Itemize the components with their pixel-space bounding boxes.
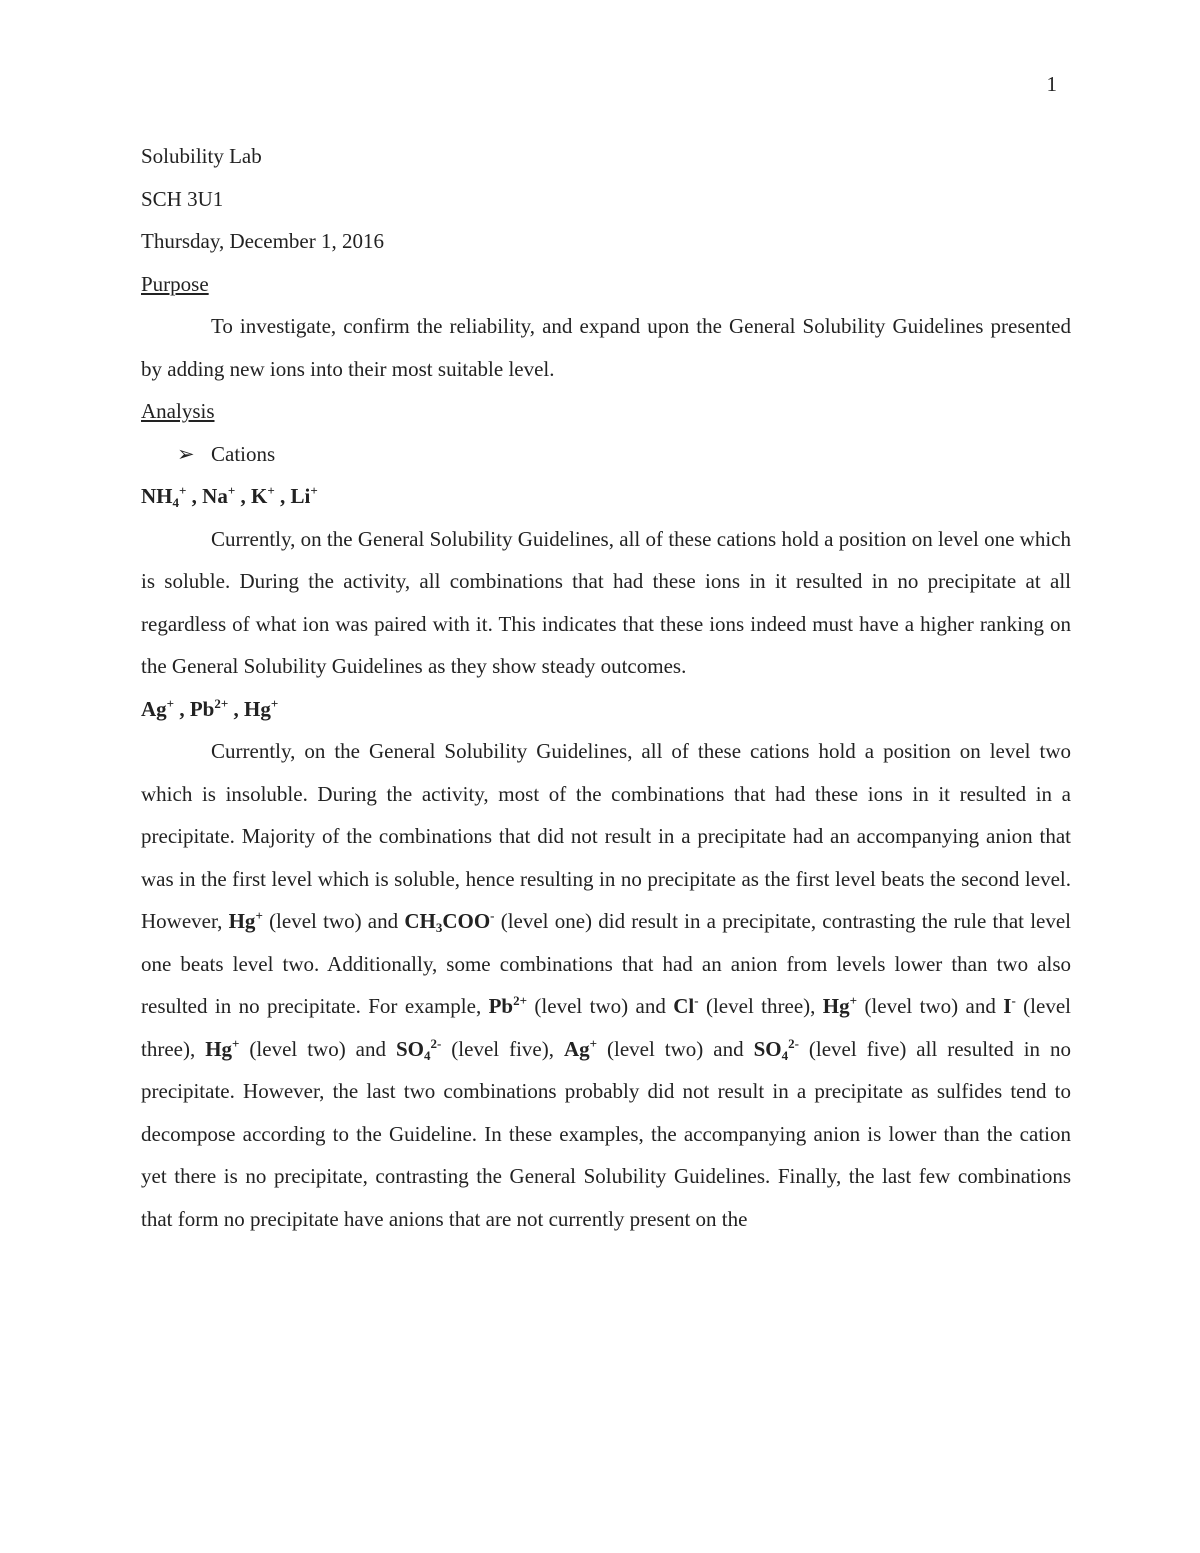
formula-sulfate: $SO_4^{2-}$ <box>395 1035 442 1063</box>
purpose-paragraph: To investigate, confirm the reliability, and expand upon the General Solubility Guidelines presented by adding new ions into their most suitable level. <box>141 314 1071 381</box>
ion-k: K+ <box>251 483 275 508</box>
formula-hg: Hg+ <box>822 993 858 1018</box>
formula-acetate: $CH_3COO^-$ <box>404 908 495 935</box>
ion-group-heading-1: $NH_4^+$ , Na+ , K+ , Li+ <box>141 483 318 510</box>
ion-ag: Ag+ <box>141 695 175 721</box>
bullet-item-cations <box>141 433 1071 476</box>
formula-cl: Cl- <box>673 993 699 1018</box>
bullet-label: Cations <box>211 441 276 466</box>
formula-ag: Ag+ <box>563 1035 598 1061</box>
course-code: SCH 3U1 <box>141 186 224 211</box>
document-title: Solubility Lab <box>141 144 262 168</box>
purpose-heading: Purpose <box>141 271 209 296</box>
ion-hg: Hg+ <box>244 695 279 721</box>
ion-na: Na+ <box>202 483 236 508</box>
ion-pb: $Pb^{2+}$ <box>189 695 229 721</box>
formula-pb: $Pb^{2+}$ <box>488 993 528 1018</box>
formula-hg: Hg+ <box>228 908 263 933</box>
ion-li: Li+ <box>290 483 318 508</box>
arrow-bullet-icon: ➢ <box>177 441 195 466</box>
group1-paragraph: Currently, on the General Solubility Guidelines, all of these cations hold a position on level one which is soluble. During the activity, all combinations that had these ions in it resulted in no precipitate at all regardless of what ion was paired with it. This indicates that these ions indeed must have a higher ranking on the General Solubility Guidelines as they show steady outcomes. <box>141 526 1071 678</box>
document-date: Thursday, December 1, 2016 <box>141 229 384 253</box>
document-body <box>141 135 1071 1240</box>
formula-iodide: I- <box>1003 993 1016 1018</box>
formula-sulfate: $SO_4^{2-}$ <box>753 1035 799 1063</box>
page-number: 1 <box>1046 72 1057 96</box>
group2-paragraph: Currently, on the General Solubility Guidelines, all of these cations hold a position on level two which is insoluble. During the activity, most of the combinations that had these ions in it resulted in a precipitate. Majority of the combinations that did not result in a precipitate had an accompanying anion that was in the first level which is soluble, hence resulting in no precipitate as the first level beats the second level. However, Hg+ (level two) and $CH_3COO^-$ (level one) did result in a precipitate, contrasting the rule that level one beats level two. Additionally, some combinations that had an anion from levels lower than two also resulted in no precipitate. For example, $Pb^{2+}$ (level two) and Cl- (level three), Hg+ (level two) and I- (level three), Hg+ (level two) and $SO_4^{2-}$ (level five), Ag+ (level two) and $SO_4^{2-}$ (level five) all resulted in no precipitate. However, the last two combinations probably did not result in a precipitate as sulfides tend to decompose according to the Guideline. In these examples, the accompanying anion is lower than the cation yet there is no precipitate, contrasting the General Solubility Guidelines. Finally, the last few combinations that form no precipitate have anions that are not currently present on the <box>141 739 1072 1231</box>
analysis-heading: Analysis <box>141 399 215 423</box>
ion-group-heading-2: Ag+ , $Pb^{2+}$ , Hg+ <box>141 695 279 721</box>
formula-hg: Hg+ <box>205 1035 240 1061</box>
ion-nh4: $NH_4^+$ <box>141 483 187 510</box>
